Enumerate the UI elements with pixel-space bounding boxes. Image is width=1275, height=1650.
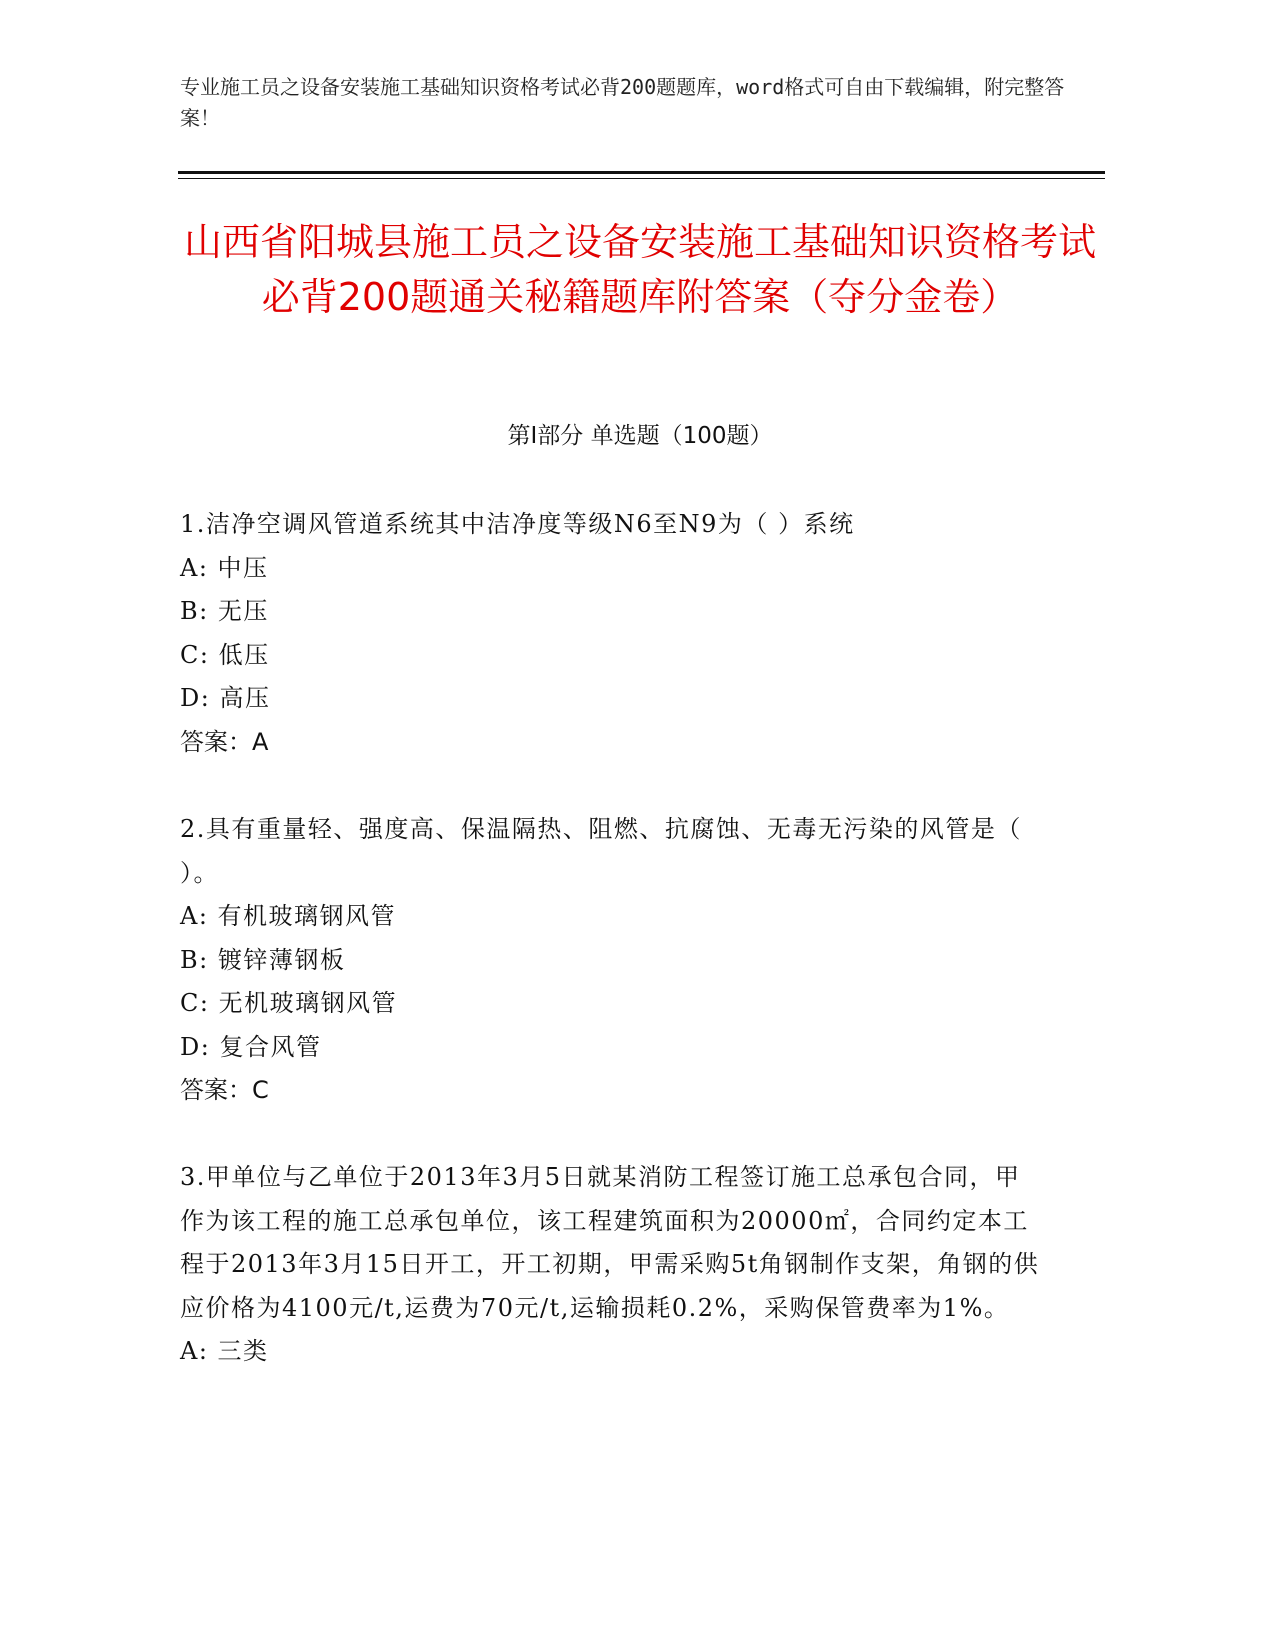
header-rule-thin (178, 178, 1105, 179)
section-heading: 第Ⅰ部分 单选题（100题） (507, 423, 773, 449)
option-c: C: 低压 (180, 640, 270, 669)
option-a: A: 三类 (180, 1337, 269, 1365)
question-text: 2.具有重量轻、强度高、保温隔热、阻燃、抗腐蚀、无毒无污染的风管是（ ）。 (180, 815, 1022, 887)
question-1 (180, 503, 1040, 764)
header-rule-thick (178, 171, 1105, 174)
option-b: B: 镀锌薄钢板 (180, 945, 346, 974)
option-b: B: 无压 (180, 597, 269, 625)
option-d: D: 复合风管 (180, 1032, 322, 1061)
answer-label: 答案：A (180, 727, 269, 756)
question-2 (180, 808, 1040, 1113)
option-c: C: 无机玻璃钢风管 (180, 989, 398, 1017)
option-a: A: 有机玻璃钢风管 (180, 902, 397, 930)
question-text: 1.洁净空调风管道系统其中洁净度等级N6至N9为（ ）系统 (180, 510, 855, 538)
question-text: 3.甲单位与乙单位于2013年3月5日就某消防工程签订施工总承包合同，甲作为该工程的施工总承包单位，该工程建筑面积为20000㎡，合同约定本工程于2013年3月15日开工，开工初期，甲需采购5t角钢制作支架，角钢的供应价格为4100元/t,运费为70元/t,运输损耗0.2%，采购保管费率为1%。 (180, 1163, 1040, 1322)
question-3 (180, 1156, 1040, 1374)
header-note: 专业施工员之设备安装施工基础知识资格考试必背200题题库，word格式可自由下载编辑，附完整答案！ (180, 75, 1065, 130)
option-d: D: 高压 (180, 684, 271, 712)
option-a: A: 中压 (180, 553, 269, 582)
document-title: 山西省阳城县施工员之设备安装施工基础知识资格考试必背200题通关秘籍题库附答案（夺分金卷） (183, 220, 1096, 319)
answer-label: 答案：C (180, 1076, 269, 1104)
